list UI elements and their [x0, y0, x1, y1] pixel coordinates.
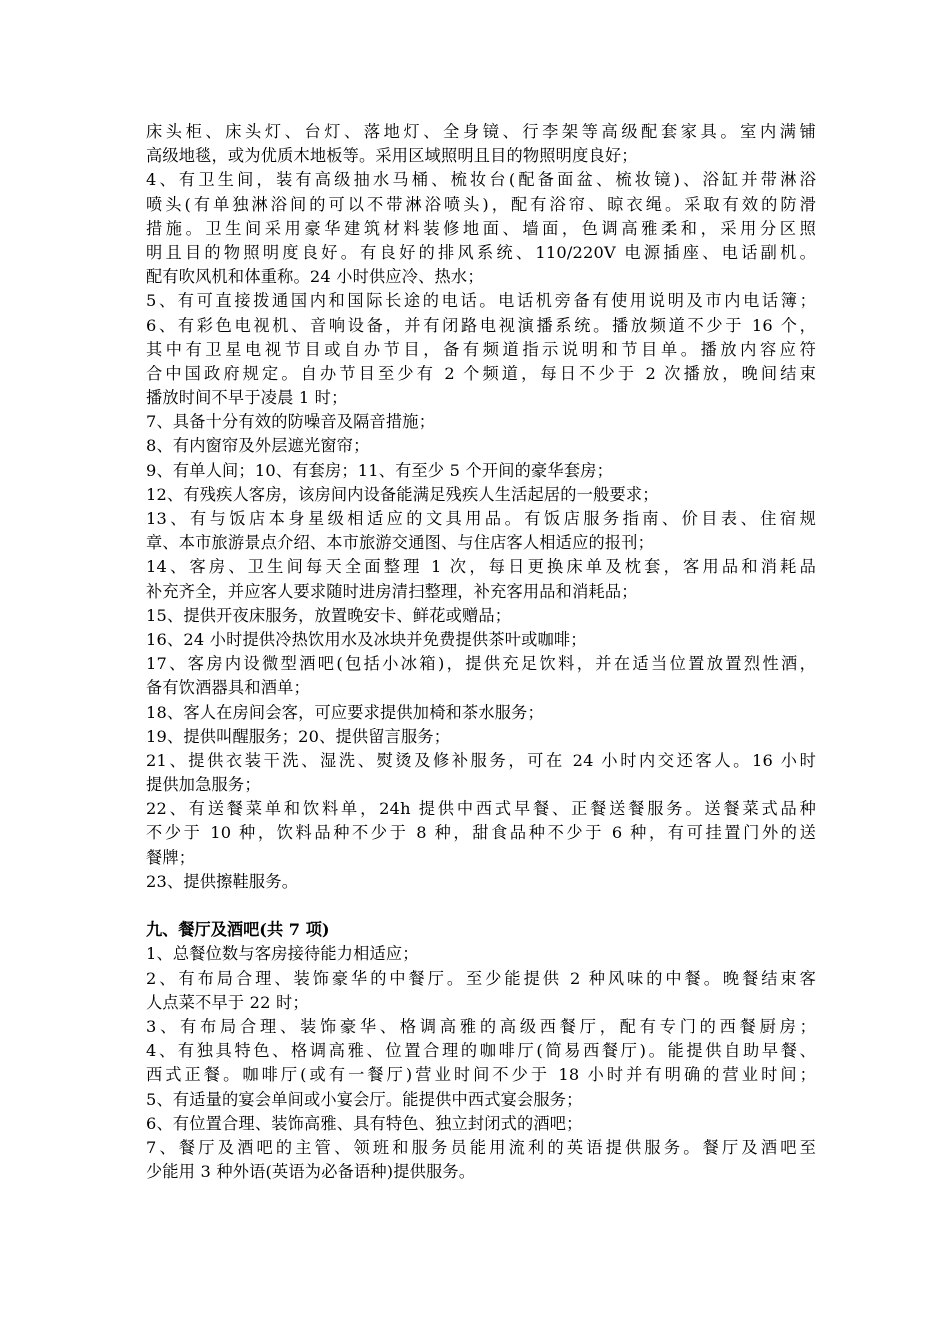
- text-line: 21、提供衣装干洗、湿洗、熨烫及修补服务，可在 24 小时内交还客人。16 小时: [146, 750, 816, 770]
- text-line: 少能用 3 种外语(英语为必备语种)提供服务。: [146, 1162, 476, 1182]
- text-line: 明且目的物照明度良好。有良好的排风系统、110/220V 电源插座、电话副机。: [146, 242, 816, 262]
- text-line: 6、有位置合理、装饰高雅、具有特色、独立封闭式的酒吧；: [146, 1113, 583, 1133]
- text-line: 1、总餐位数与客房接待能力相适应；: [146, 944, 419, 964]
- text-line: 22、有送餐菜单和饮料单，24h 提供中西式早餐、正餐送餐服务。送餐菜式品种: [146, 799, 816, 819]
- text-line: 7、具备十分有效的防噪音及隔音措施；: [146, 412, 436, 432]
- section-heading: 九、餐厅及酒吧(共 7 项): [146, 920, 330, 940]
- text-line: 餐牌；: [146, 847, 196, 867]
- text-line: 4、有卫生间，装有高级抽水马桶、梳妆台(配备面盆、梳妆镜)、浴缸并带淋浴: [146, 170, 816, 190]
- text-line: 7、餐厅及酒吧的主管、领班和服务员能用流利的英语提供服务。餐厅及酒吧至: [146, 1137, 816, 1157]
- text-line: 提供加急服务；: [146, 775, 261, 795]
- text-line: 喷头(有单独淋浴间的可以不带淋浴喷头)，配有浴帘、晾衣绳。采取有效的防滑: [146, 194, 816, 214]
- document-page: [146, 120, 816, 1184]
- section-gap: [146, 894, 816, 918]
- text-line: 措施。卫生间采用豪华建筑材料装修地面、墙面，色调高雅柔和，采用分区照: [146, 218, 816, 238]
- text-line: 备有饮酒器具和酒单；: [146, 678, 310, 698]
- text-line: 3、有布局合理、装饰豪华、格调高雅的高级西餐厅，配有专门的西餐厨房；: [146, 1016, 816, 1036]
- text-line: 12、有残疾人客房，该房间内设备能满足残疾人生活起居的一般要求；: [146, 484, 659, 504]
- text-line: 配有吹风机和体重称。24 小时供应冷、热水；: [146, 267, 484, 287]
- text-line: 其中有卫星电视节目或自办节目，备有频道指示说明和节目单。播放内容应符: [146, 339, 816, 359]
- text-line: 5、有适量的宴会单间或小宴会厅。能提供中西式宴会服务；: [146, 1089, 583, 1109]
- text-line: 西式正餐。咖啡厅(或有一餐厅)营业时间不少于 18 小时并有明确的营业时间；: [146, 1065, 816, 1085]
- text-line: 16、24 小时提供冷热饮用水及冰块并免费提供茶叶或咖啡；: [146, 629, 587, 649]
- text-line: 高级地毯，或为优质木地板等。采用区域照明且目的物照明度良好；: [146, 146, 638, 166]
- text-line: 5、有可直接拨通国内和国际长途的电话。电话机旁备有使用说明及市内电话簿；: [146, 291, 816, 311]
- text-line: 23、提供擦鞋服务。: [146, 871, 299, 891]
- text-line: 不少于 10 种，饮料品种不少于 8 种，甜食品种不少于 6 种，有可挂置门外的送: [146, 823, 816, 843]
- guest-room-requirements: [146, 120, 816, 894]
- text-line: 合中国政府规定。自办节目至少有 2 个频道，每日不少于 2 次播放，晚间结束: [146, 363, 816, 383]
- text-line: 6、有彩色电视机、音响设备，并有闭路电视演播系统。播放频道不少于 16 个，: [146, 315, 816, 335]
- text-line: 19、提供叫醒服务；20、提供留言服务；: [146, 726, 451, 746]
- text-line: 4、有独具特色、格调高雅、位置合理的咖啡厅(简易西餐厅)。能提供自助早餐、: [146, 1041, 816, 1061]
- text-line: 18、客人在房间会客，可应要求提供加椅和茶水服务；: [146, 702, 544, 722]
- text-line: 15、提供开夜床服务，放置晚安卡、鲜花或赠品；: [146, 605, 512, 625]
- text-line: 章、本市旅游景点介绍、本市旅游交通图、与住店客人相适应的报刊；: [146, 533, 655, 553]
- text-line: 14、客房、卫生间每天全面整理 1 次，每日更换床单及枕套，客用品和消耗品: [146, 557, 816, 577]
- text-line: 床头柜、床头灯、台灯、落地灯、全身镜、行李架等高级配套家具。室内满铺: [146, 122, 816, 141]
- text-line: 9、有单人间；10、有套房；11、有至少 5 个开间的豪华套房；: [146, 460, 613, 480]
- text-line: 2、有布局合理、装饰豪华的中餐厅。至少能提供 2 种风味的中餐。晚餐结束客: [146, 968, 816, 988]
- text-line: 17、客房内设微型酒吧(包括小冰箱)，提供充足饮料，并在适当位置放置烈性酒，: [146, 654, 816, 674]
- text-line: 13、有与饭店本身星级相适应的文具用品。有饭店服务指南、价目表、住宿规: [146, 509, 816, 528]
- text-line: 8、有内窗帘及外层遮光窗帘；: [146, 436, 370, 456]
- text-line: 人点菜不早于 22 时；: [146, 992, 309, 1012]
- text-line: 播放时间不早于凌晨 1 时；: [146, 388, 348, 408]
- text-line: 补充齐全，并应客人要求随时进房清扫整理，补充客用品和消耗品；: [146, 581, 638, 601]
- restaurant-bar-requirements: [146, 942, 816, 1184]
